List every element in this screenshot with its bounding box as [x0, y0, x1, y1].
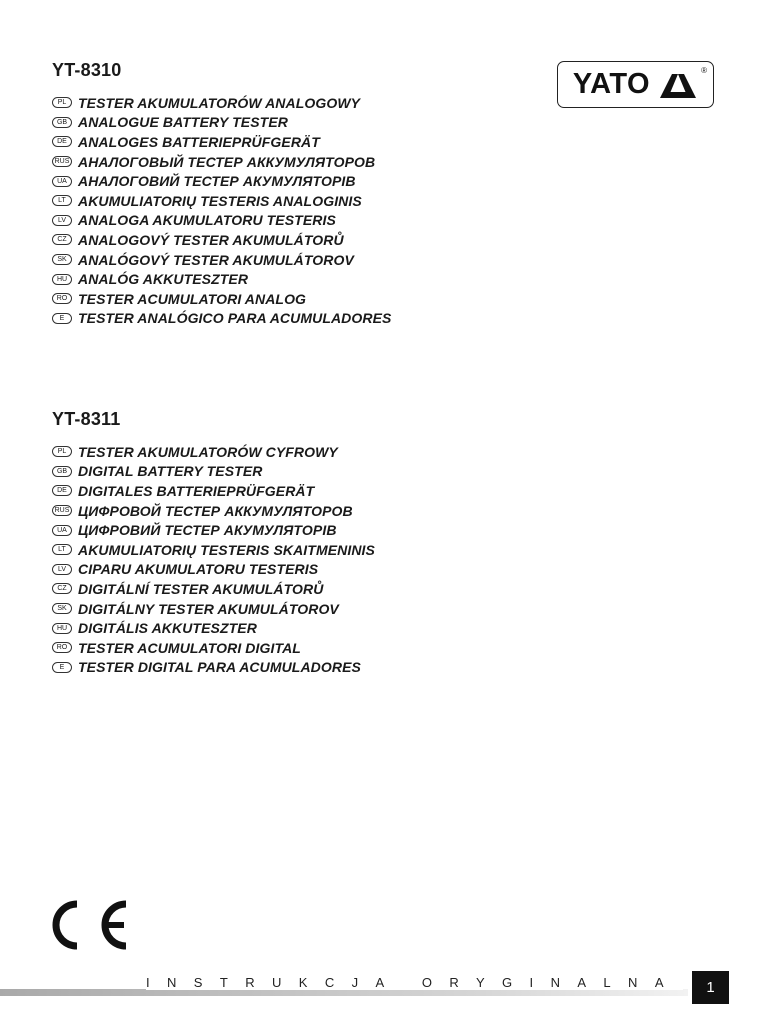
page-number: 1: [692, 971, 729, 1004]
product-title: ANALOGES BATTERIEPRÜFGERÄT: [78, 133, 320, 150]
language-list: [52, 442, 375, 677]
yato-logo: [557, 61, 714, 108]
list-item: [52, 309, 391, 329]
product-title: АНАЛОГОВИЙ ТЕСТЕР АКУМУЛЯТОРІВ: [78, 173, 356, 190]
product-title: ЦИФРОВОЙ ТЕСТЕР АККУМУЛЯТОРОВ: [78, 502, 353, 519]
list-item: [52, 462, 375, 482]
list-item: [52, 250, 391, 270]
model-section-1: [52, 60, 391, 328]
list-item: [52, 599, 375, 619]
product-title: TESTER ACUMULATORI ANALOG: [78, 290, 307, 307]
list-item: [52, 520, 375, 540]
language-code-badge: LV: [52, 215, 72, 226]
list-item: [52, 211, 391, 231]
footer-title: INSTRUKCJA ORYGINALNA: [146, 975, 681, 990]
language-code-badge: GB: [52, 466, 72, 477]
language-code-badge: HU: [52, 274, 72, 285]
language-code-badge: DE: [52, 136, 72, 147]
product-title: TESTER ANALÓGICO PARA ACUMULADORES: [78, 310, 392, 327]
product-title: ANALÓG AKKUTESZTER: [78, 271, 249, 288]
product-title: ANALOGA AKUMULATORU TESTERIS: [78, 212, 336, 229]
product-title: AKUMULIATORIŲ TESTERIS ANALOGINIS: [78, 192, 362, 209]
language-code-badge: PL: [52, 446, 72, 457]
language-code-badge: E: [52, 662, 72, 673]
registered-mark: ®: [701, 66, 707, 75]
product-title: TESTER DIGITAL PARA ACUMULADORES: [78, 659, 361, 676]
brand-name: YATO: [572, 68, 651, 100]
language-code-badge: SK: [52, 603, 72, 614]
list-item: [52, 481, 375, 501]
language-code-badge: CZ: [52, 583, 72, 594]
list-item: [52, 560, 375, 580]
list-item: [52, 442, 375, 462]
language-code-badge: UA: [52, 176, 72, 187]
language-code-badge: CZ: [52, 234, 72, 245]
ce-mark-icon: [52, 898, 132, 952]
model-number: YT-8311: [52, 409, 121, 429]
product-title: DIGITÁLIS AKKUTESZTER: [78, 620, 257, 637]
list-item: [52, 191, 391, 211]
language-code-badge: LT: [52, 544, 72, 555]
list-item: [52, 579, 375, 599]
list-item: [52, 540, 375, 560]
language-code-badge: UA: [52, 525, 72, 536]
list-item: [52, 618, 375, 638]
footer-bar: [0, 989, 688, 996]
yato-emblem-icon: [658, 70, 698, 100]
language-code-badge: E: [52, 313, 72, 324]
language-code-badge: RO: [52, 642, 72, 653]
language-list: [52, 93, 391, 328]
product-title: CIPARU AKUMULATORU TESTERIS: [78, 561, 319, 578]
model-section-2: [52, 409, 375, 677]
product-title: DIGITÁLNY TESTER AKUMULÁTOROV: [78, 600, 339, 617]
product-title: TESTER AKUMULATORÓW ANALOGOWY: [78, 94, 361, 111]
list-item: [52, 171, 391, 191]
product-title: DIGITÁLNÍ TESTER AKUMULÁTORŮ: [78, 580, 324, 597]
product-title: ANALOGOVÝ TESTER AKUMULÁTORŮ: [78, 231, 344, 248]
list-item: [52, 269, 391, 289]
language-code-badge: HU: [52, 623, 72, 634]
language-code-badge: LT: [52, 195, 72, 206]
product-title: АНАЛОГОВЫЙ ТЕСТЕР АККУМУЛЯТОРОВ: [78, 153, 376, 170]
product-title: DIGITAL BATTERY TESTER: [78, 463, 263, 480]
list-item: [52, 289, 391, 309]
product-title: ANALÓGOVÝ TESTER AKUMULÁTOROV: [78, 251, 354, 268]
product-title: AKUMULIATORIŲ TESTERIS SKAITMENINIS: [78, 541, 375, 558]
list-item: [52, 132, 391, 152]
product-title: DIGITALES BATTERIEPRÜFGERÄT: [78, 482, 315, 499]
model-number: YT-8310: [52, 60, 122, 80]
language-code-badge: DE: [52, 485, 72, 496]
language-code-badge: GB: [52, 117, 72, 128]
language-code-badge: RUS: [52, 156, 72, 167]
list-item: [52, 113, 391, 133]
list-item: [52, 658, 375, 678]
list-item: [52, 501, 375, 521]
language-code-badge: RUS: [52, 505, 72, 516]
list-item: [52, 152, 391, 172]
product-title: TESTER AKUMULATORÓW CYFROWY: [78, 443, 338, 460]
list-item: [52, 638, 375, 658]
product-title: ANALOGUE BATTERY TESTER: [78, 114, 288, 131]
product-title: TESTER ACUMULATORI DIGITAL: [78, 639, 301, 656]
language-code-badge: LV: [52, 564, 72, 575]
list-item: [52, 230, 391, 250]
list-item: [52, 93, 391, 113]
language-code-badge: RO: [52, 293, 72, 304]
product-title: ЦИФРОВИЙ ТЕСТЕР АКУМУЛЯТОРІВ: [78, 522, 337, 539]
language-code-badge: SK: [52, 254, 72, 265]
language-code-badge: PL: [52, 97, 72, 108]
